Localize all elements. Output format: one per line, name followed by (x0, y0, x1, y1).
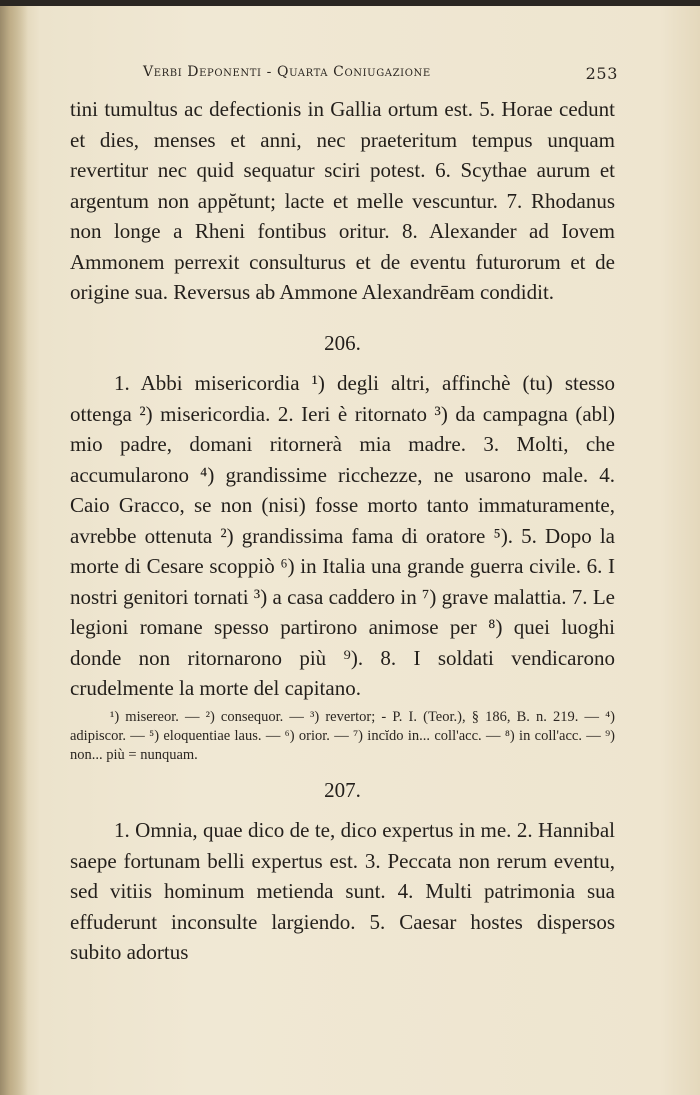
exercise-206-text: 1. Abbi misericordia ¹) degli altri, affinchè (tu) stesso ottenga ²) misericordia. 2. Ieri è ritornato ³) da campagna (abl) mio padre, domani ritornerà mia madre. 3. Molti, che accumularono ⁴) grandissime ricchezze, ne usarono male. 4. Caio Gracco, se non (nisi) fosse morto tanto immaturamente, avrebbe ottenuta ²) grandissima fama di oratore ⁵). 5. Dopo la morte di Cesare scoppiò ⁶) in Italia una grande guerra civile. 6. I nostri genitori tornati ³) a casa caddero in ⁷) grave malattia. 7. Le legioni romane spesso partirono animose per ⁸) quei luoghi donde non ritornarono più ⁹). 8. I soldati vendicarono crudelmente la morte del capitano. (70, 371, 615, 700)
running-header (143, 64, 618, 83)
footnotes-206: ¹) misereor. — ²) consequor. — ³) revertor; - P. I. (Teor.), § 186, B. n. 219. — ⁴) adipiscor. — ⁵) eloquentiae laus. — ⁶) orior. — ⁷) incĭdo in... coll'acc. — ⁸) in coll'acc. — ⁹) non... più = nunquam. (70, 708, 615, 763)
book-spine-shadow (0, 6, 28, 1095)
page-number: 253 (585, 64, 618, 83)
section-number-206: 206. (324, 330, 361, 355)
book-page (0, 6, 700, 1095)
continued-paragraph: tini tumultus ac defectionis in Gallia ortum est. 5. Horae cedunt et dies, menses et anni, nec praeteritum tempus unquam revertitur nec quid sequatur sciri potest. 6. Scythae aurum et argentum non appĕtunt; lacte et melle vescuntur. 7. Rhodanus non longe a Rheni fontibus oritur. 8. Alexander ad Iovem Ammonem perrexit consulturus et de eventu futurorum et de origine sua. Reversus ab Ammone Alexandrēam condidit. (70, 97, 615, 304)
exercise-207-text: 1. Omnia, quae dico de te, dico expertus in me. 2. Hannibal saepe fortunam belli expertus est. 3. Peccata non rerum eventu, sed vitiis hominum metienda sunt. 4. Multi patrimonia sua effuderunt inconsulte largiendo. 5. Caesar hostes dispersos subito adortus (70, 818, 615, 964)
section-number-207: 207. (324, 777, 361, 802)
running-title: Verbi Deponenti - Quarta Coniugazione (143, 64, 431, 80)
page-body (70, 94, 615, 968)
